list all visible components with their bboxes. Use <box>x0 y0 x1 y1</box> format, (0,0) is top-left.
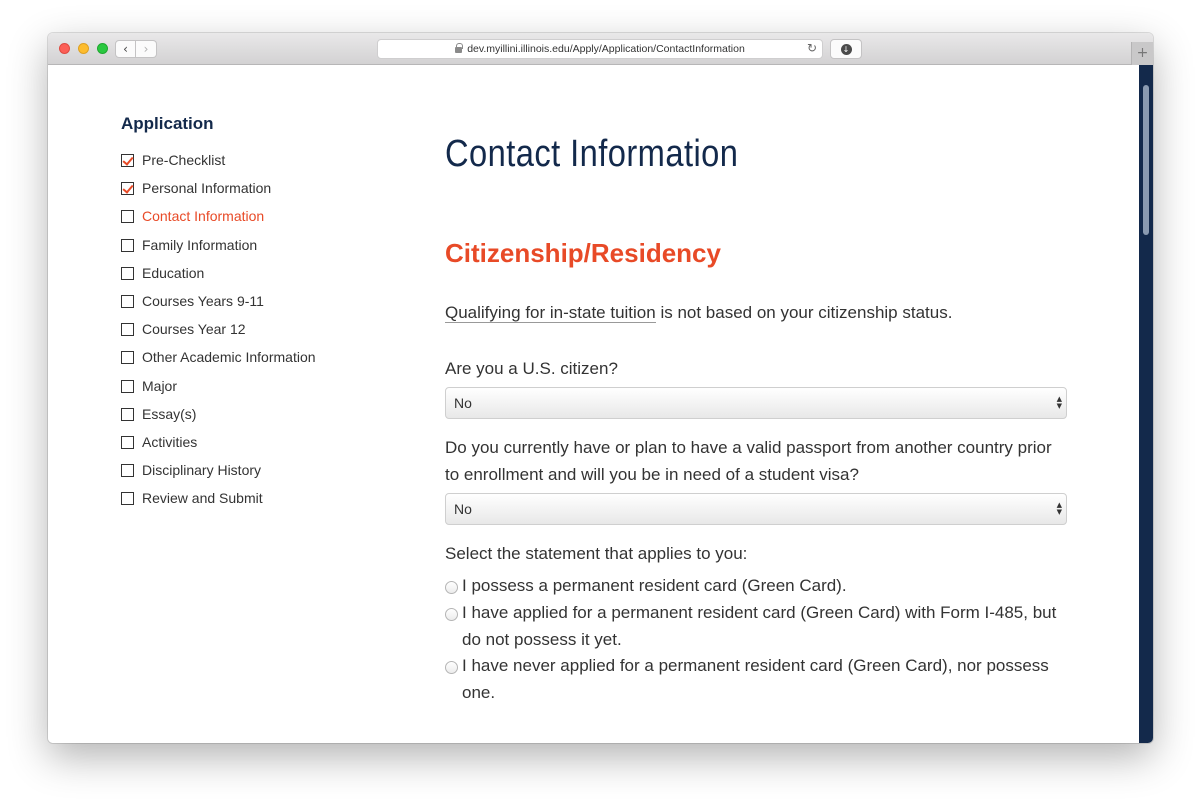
chevron-left-icon: ‹ <box>123 42 128 56</box>
sidebar-item-label: Personal Information <box>142 180 272 197</box>
checkbox-icon <box>121 380 134 393</box>
back-button[interactable] <box>115 40 136 58</box>
page-title: Contact Information <box>445 133 739 175</box>
browser-window <box>48 33 1153 743</box>
minimize-window-button[interactable] <box>78 43 89 54</box>
residency-option[interactable] <box>445 573 1070 600</box>
checkbox-icon <box>121 408 134 421</box>
page-viewport <box>48 65 1139 743</box>
select-arrows-icon: ▲ ▼ <box>1056 501 1062 516</box>
sidebar-item-label: Pre-Checklist <box>142 152 226 168</box>
radio-label: I have applied for a permanent resident card (Green Card) with Form I-485, but do not possess it yet. <box>462 603 1057 649</box>
checkbox-icon <box>121 210 134 223</box>
passport-visa-select-value: No <box>454 501 472 517</box>
download-icon: ↓ <box>841 44 852 55</box>
reload-icon[interactable]: ↻ <box>806 41 817 55</box>
sidebar-item-label: Contact Information <box>142 208 265 225</box>
intro-text <box>445 303 952 323</box>
sidebar-item[interactable] <box>121 378 316 406</box>
intro-text-rest: is not based on your citizenship status. <box>655 303 953 322</box>
residency-statement-question: Select the statement that applies to you: <box>445 544 748 563</box>
sidebar-item[interactable] <box>121 490 316 518</box>
radio-button[interactable] <box>445 661 458 674</box>
checked-checkbox-icon <box>121 182 134 195</box>
sidebar-item[interactable] <box>121 349 316 377</box>
close-window-button[interactable] <box>59 43 70 54</box>
sidebar-item-label: Family Information <box>142 236 258 253</box>
application-steps-list <box>121 152 316 518</box>
radio-label: I possess a permanent resident card (Green Card). <box>462 576 847 595</box>
sidebar-item[interactable] <box>121 434 316 462</box>
sidebar-item[interactable] <box>121 293 316 321</box>
residency-option[interactable] <box>445 600 1070 653</box>
zoom-window-button[interactable] <box>97 43 108 54</box>
sidebar-item[interactable] <box>121 406 316 434</box>
sidebar-title: Application <box>121 114 214 133</box>
passport-visa-select[interactable] <box>445 493 1067 525</box>
sidebar-item-label: Education <box>142 264 205 281</box>
radio-label: I have never applied for a permanent resident card (Green Card), nor possess one. <box>462 656 1049 702</box>
page-scrollbar[interactable] <box>1139 65 1153 743</box>
us-citizen-select[interactable] <box>445 387 1067 419</box>
sidebar-item[interactable] <box>121 208 316 236</box>
checkbox-icon <box>121 436 134 449</box>
us-citizen-select-value: No <box>454 395 472 411</box>
residency-option[interactable] <box>445 653 1070 706</box>
browser-toolbar <box>48 33 1153 65</box>
scrollbar-thumb[interactable] <box>1143 85 1149 235</box>
sidebar-item[interactable] <box>121 321 316 349</box>
radio-button[interactable] <box>445 581 458 594</box>
sidebar-item-label: Review and Submit <box>142 490 263 507</box>
sidebar-item[interactable] <box>121 152 316 180</box>
sidebar-item-label: Courses Years 9-11 <box>142 292 264 309</box>
checkbox-icon <box>121 239 134 252</box>
chevron-right-icon: › <box>143 42 149 56</box>
address-bar[interactable] <box>377 39 823 59</box>
checkbox-icon <box>121 267 134 280</box>
checked-checkbox-icon <box>121 154 134 167</box>
passport-visa-question: Do you currently have or plan to have a valid passport from another country prior to enrollment and will you be in need of a student visa? <box>445 438 1052 484</box>
in-state-tuition-link[interactable]: Qualifying for in-state tuition <box>445 303 656 322</box>
downloads-button[interactable] <box>830 39 862 59</box>
select-arrows-icon: ▲ ▼ <box>1056 395 1062 410</box>
sidebar-item-label: Major <box>142 377 178 394</box>
new-tab-button[interactable]: + <box>1131 42 1153 65</box>
sidebar-item[interactable] <box>121 180 316 208</box>
sidebar-item[interactable] <box>121 237 316 265</box>
sidebar-item-label: Other Academic Information <box>142 349 316 366</box>
lock-icon <box>455 47 462 53</box>
checkbox-icon <box>121 464 134 477</box>
radio-button[interactable] <box>445 608 458 621</box>
section-title: Citizenship/Residency <box>445 238 721 268</box>
checkbox-icon <box>121 351 134 364</box>
us-citizen-question: Are you a U.S. citizen? <box>445 359 618 378</box>
checkbox-icon <box>121 323 134 336</box>
sidebar-item-label: Disciplinary History <box>142 462 262 479</box>
sidebar-item-label: Activities <box>142 433 198 450</box>
address-bar-url: dev.myillini.illinois.edu/Apply/Application/ContactInformation <box>467 43 745 55</box>
sidebar-item-label: Essay(s) <box>142 405 197 422</box>
sidebar-item-label: Courses Year 12 <box>142 321 246 338</box>
sidebar-item[interactable] <box>121 265 316 293</box>
sidebar-item[interactable] <box>121 462 316 490</box>
forward-button[interactable] <box>136 40 157 58</box>
checkbox-icon <box>121 295 134 308</box>
checkbox-icon <box>121 492 134 505</box>
